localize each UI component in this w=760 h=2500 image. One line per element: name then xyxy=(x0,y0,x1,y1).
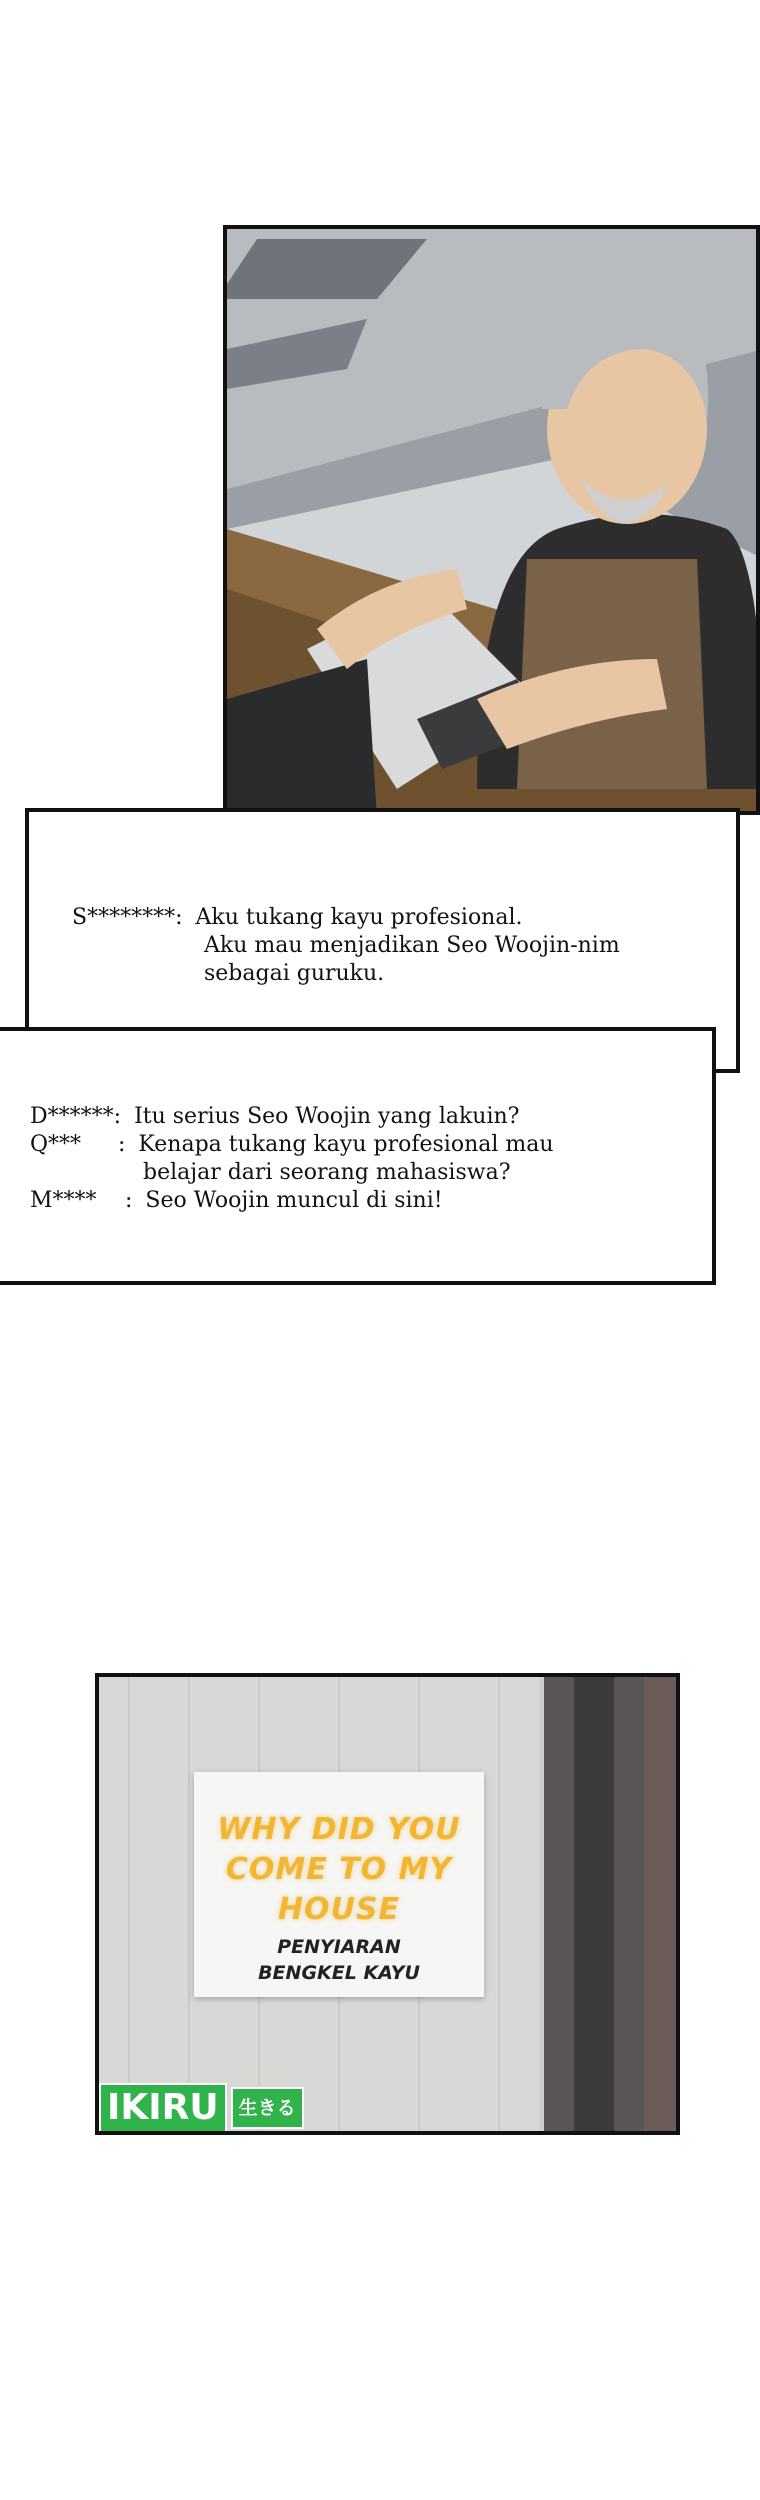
sign-subtitle-line: BENGKEL KAYU xyxy=(258,1962,420,1984)
comment-separator: : xyxy=(125,1188,133,1213)
sign-subtitle-line: PENYIARAN xyxy=(277,1936,401,1958)
wall-sign xyxy=(194,1772,484,1997)
sign-title-line: HOUSE xyxy=(277,1892,401,1927)
comment-bubble-2 xyxy=(0,1027,716,1285)
comment-row-2 xyxy=(30,1103,519,1131)
panel-carpenter-laptop xyxy=(223,225,760,815)
comment-text-line: Seo Woojin muncul di sini! xyxy=(145,1188,443,1213)
comment-row-3 xyxy=(30,1131,554,1159)
carpenter-illustration xyxy=(227,229,760,815)
sign-subtitle xyxy=(194,1934,484,1986)
comment-text-line: Aku mau menjadikan Seo Woojin-nim xyxy=(204,933,620,958)
comment-user: D******: xyxy=(30,1104,122,1129)
comment-user: S********: xyxy=(72,905,183,930)
comment-row-1 xyxy=(72,904,523,932)
comment-text-line: Itu serius Seo Woojin yang lakuin? xyxy=(134,1104,520,1129)
ikiru-watermark-logo xyxy=(99,2085,304,2131)
comment-text-line: sebagai guruku. xyxy=(204,961,385,986)
comment-row-4 xyxy=(30,1187,443,1215)
comment-user: Q*** xyxy=(30,1132,82,1157)
comment-text-line: Kenapa tukang kayu profesional mau xyxy=(138,1132,554,1157)
watermark-main: IKIRU xyxy=(99,2083,227,2133)
watermark-jp: 生きる xyxy=(231,2087,304,2129)
sign-title-line: COME TO MY xyxy=(225,1852,453,1887)
comment-text-line: belajar dari seorang mahasiswa? xyxy=(143,1160,511,1185)
comment-text-line: Aku tukang kayu profesional. xyxy=(195,905,523,930)
comment-separator: : xyxy=(118,1132,126,1157)
comment-user: M**** xyxy=(30,1188,97,1213)
panel-wall-sign xyxy=(95,1673,680,2135)
sign-title-line: WHY DID YOU xyxy=(217,1812,461,1847)
sign-title xyxy=(194,1810,484,1930)
